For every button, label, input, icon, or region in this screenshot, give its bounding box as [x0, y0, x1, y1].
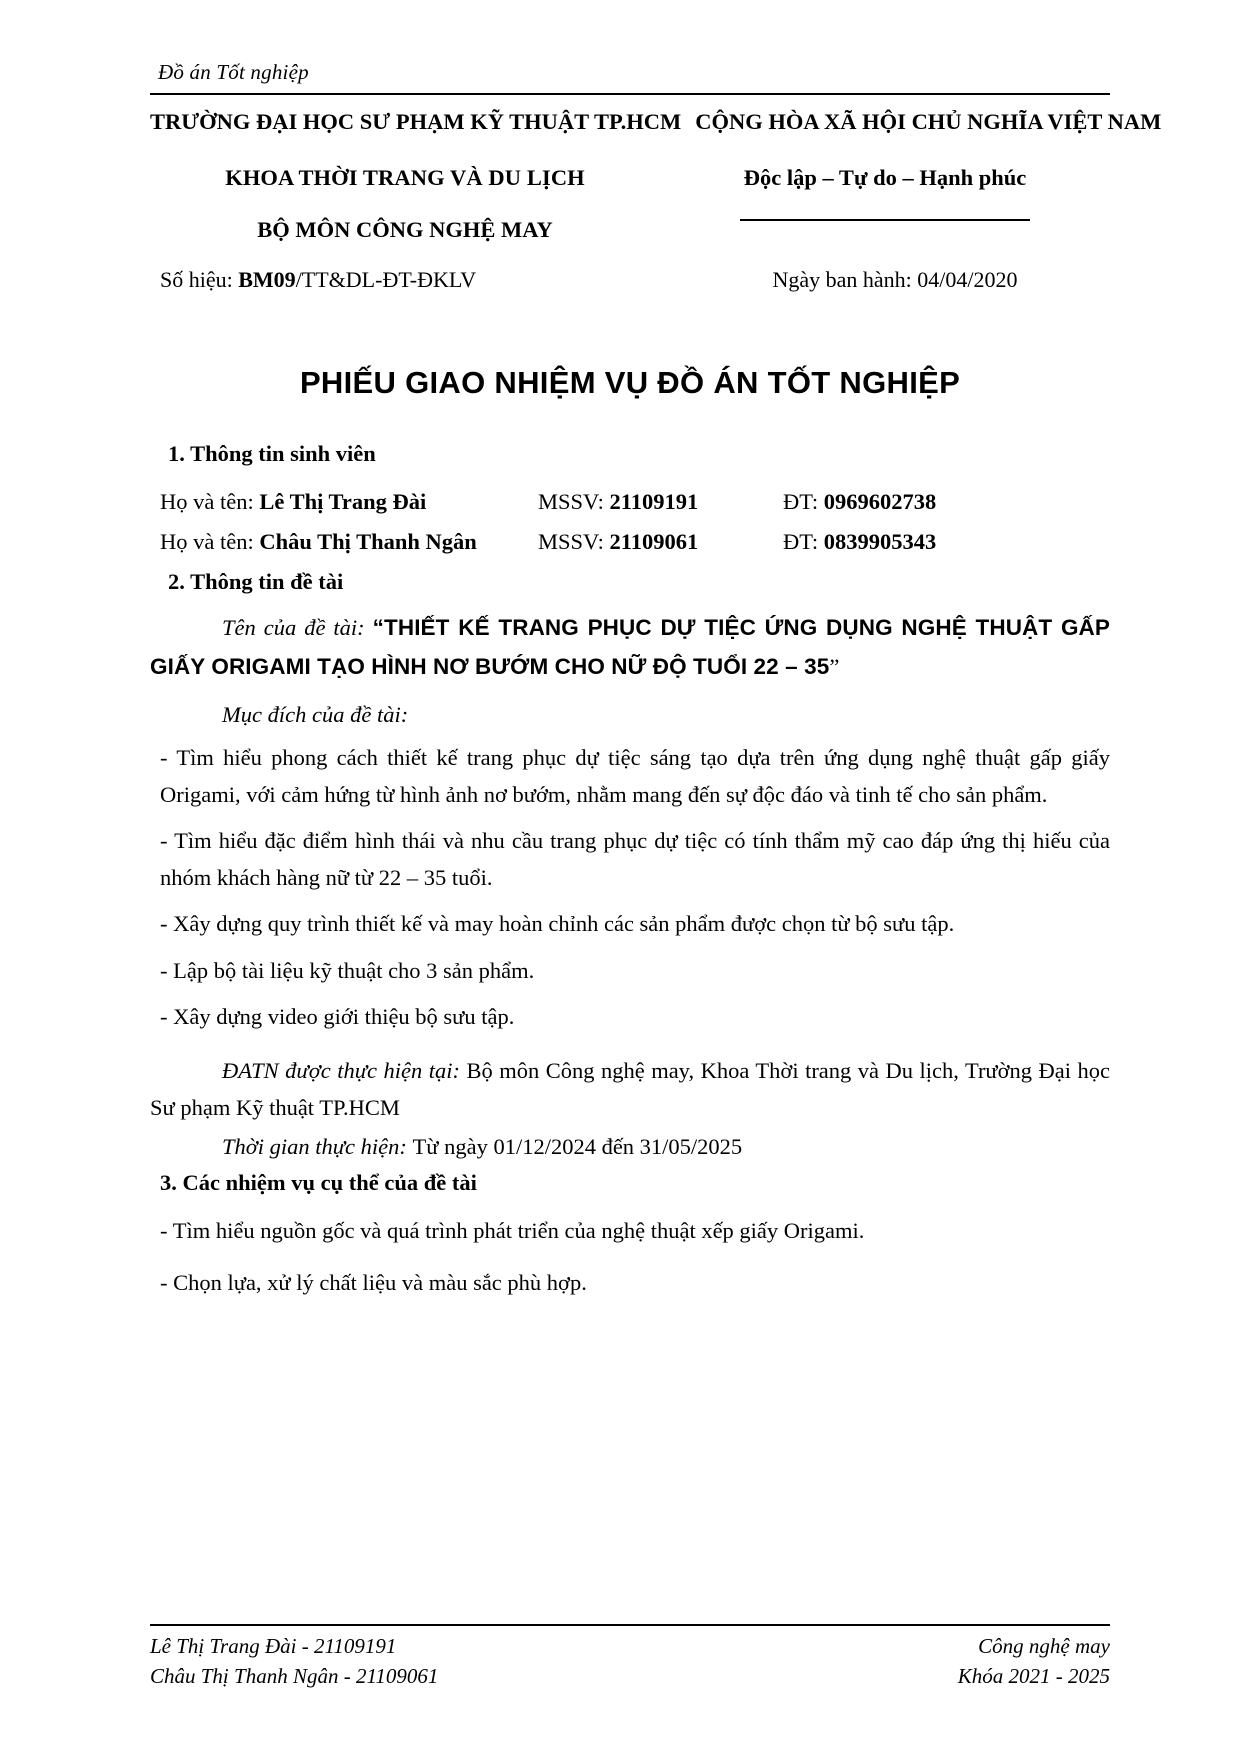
student-phone-value: 0839905343: [823, 529, 937, 554]
header-divider: [150, 93, 1110, 95]
letterhead: [150, 109, 1162, 293]
task-item: - Chọn lựa, xử lý chất liệu và màu sắc phù hợp.: [160, 1270, 587, 1296]
letterhead-row-3: [150, 217, 1110, 243]
national-motto: Độc lập – Tự do – Hạnh phúc: [743, 165, 1027, 190]
student-id-cell: [538, 489, 783, 515]
letterhead-row-1: [150, 109, 1162, 135]
execution-place-label: ĐATN được thực hiện tại:: [222, 1058, 467, 1084]
purpose-item: - Xây dựng video giới thiệu bộ sưu tập.: [160, 1004, 515, 1029]
footer-cohort: Khóa 2021 - 2025: [957, 1664, 1110, 1689]
footer-major: Công nghệ may: [978, 1634, 1110, 1659]
department-name: BỘ MÔN CÔNG NGHỆ MAY: [257, 217, 553, 242]
motto-underline-wrap: [660, 217, 1110, 221]
footer-left: [150, 1632, 438, 1692]
topic-close-quote: ”: [829, 653, 840, 679]
execution-time-block: [222, 1134, 1110, 1160]
student-name-label: Họ và tên:: [160, 529, 260, 554]
student-name-value: Châu Thị Thanh Ngân: [259, 529, 477, 554]
running-head: Đồ án Tốt nghiệp: [158, 60, 309, 84]
student-id-label: MSSV:: [538, 529, 610, 554]
faculty-name: KHOA THỜI TRANG VÀ DU LỊCH: [225, 165, 585, 190]
form-number-label: Số hiệu:: [160, 267, 239, 292]
student-phone-cell: [783, 489, 936, 515]
topic-title: THIẾT KẾ TRANG PHỤC DỰ TIỆC ỨNG DỤNG NGHỆ THUẬT GẤP GIẤY ORIGAMI TẠO HÌNH NƠ BƯỚM CHO NỮ ĐỘ TUỔI 22 – 35: [150, 615, 1111, 679]
purpose-item: - Tìm hiểu phong cách thiết kế trang phục dự tiệc sáng tạo dựa trên ứng dụng nghệ thuật gấp giấy Origami, với cảm hứng từ hình ảnh nơ bướm, nhằm mang đến sự độc đáo và tinh tế cho sản phẩm.: [160, 745, 1110, 807]
issue-date: Ngày ban hành: 04/04/2020: [772, 267, 1018, 292]
execution-place-block: [150, 1053, 1110, 1126]
topic-label: Tên của đề tài:: [222, 615, 373, 640]
page-footer: [150, 1624, 1110, 1692]
student-phone-label: ĐT:: [783, 529, 824, 554]
topic-title-block: [150, 609, 1110, 686]
purpose-item: - Xây dựng quy trình thiết kế và may hoàn chỉnh các sản phẩm được chọn từ bộ sưu tập.: [160, 911, 955, 937]
footer-right: [958, 1632, 1110, 1692]
student-name-cell: [160, 489, 538, 515]
letterhead-row-4: [150, 267, 1110, 293]
student-name-cell: [160, 529, 538, 555]
letterhead-row-2: [150, 165, 1110, 191]
national-title: CỘNG HÒA XÃ HỘI CHỦ NGHĨA VIỆT NAM: [695, 109, 1162, 134]
university-name: TRƯỜNG ĐẠI HỌC SƯ PHẠM KỸ THUẬT TP.HCM: [150, 109, 682, 134]
section-3-heading: 3. Các nhiệm vụ cụ thể của đề tài: [160, 1170, 477, 1196]
student-name-value: Lê Thị Trang Đài: [259, 489, 427, 514]
execution-place-value: Bộ môn Công nghệ may, Khoa Thời trang và Du lịch, Trường Đại học Sư phạm Kỹ thuật TP.HCM: [150, 1058, 1110, 1120]
task-item: - Tìm hiểu nguồn gốc và quá trình phát triển của nghệ thuật xếp giấy Origami.: [160, 1218, 865, 1244]
student-id-label: MSSV:: [538, 489, 610, 514]
motto-underline: [740, 219, 1030, 221]
page-title: PHIẾU GIAO NHIỆM VỤ ĐỒ ÁN TỐT NGHIỆP: [299, 365, 961, 400]
section-2-heading: 2. Thông tin đề tài: [168, 569, 344, 594]
footer-student-1: Lê Thị Trang Đài - 21109191: [150, 1634, 397, 1659]
student-phone-cell: [783, 529, 936, 555]
student-id-value: 21109061: [609, 529, 699, 554]
purpose-label: Mục đích của đề tài:: [222, 702, 409, 728]
execution-time-label: Thời gian thực hiện:: [222, 1134, 413, 1160]
topic-open-quote: “: [372, 615, 385, 640]
form-number-code: BM09: [238, 267, 296, 292]
student-id-value: 21109191: [609, 489, 699, 514]
section-1-heading: 1. Thông tin sinh viên: [168, 441, 376, 466]
form-number: [150, 267, 680, 293]
student-phone-value: 0969602738: [823, 489, 937, 514]
student-row: [160, 489, 1110, 515]
footer-student-2: Châu Thị Thanh Ngân - 21109061: [150, 1664, 439, 1689]
purpose-item: - Lập bộ tài liệu kỹ thuật cho 3 sản phẩm.: [160, 957, 535, 983]
student-name-label: Họ và tên:: [160, 489, 260, 514]
student-phone-label: ĐT:: [783, 489, 824, 514]
execution-time-value: Từ ngày 01/12/2024 đến 31/05/2025: [412, 1134, 743, 1160]
student-row: [160, 529, 1110, 555]
purpose-item: - Tìm hiểu đặc điểm hình thái và nhu cầu trang phục dự tiệc có tính thẩm mỹ cao đáp ứng thị hiếu của nhóm khách hàng nữ từ 22 – 35 tuổi.: [160, 828, 1110, 890]
footer-divider: [150, 1624, 1110, 1626]
form-number-rest: /TT&DL-ĐT-ĐKLV: [295, 267, 477, 292]
student-id-cell: [538, 529, 783, 555]
